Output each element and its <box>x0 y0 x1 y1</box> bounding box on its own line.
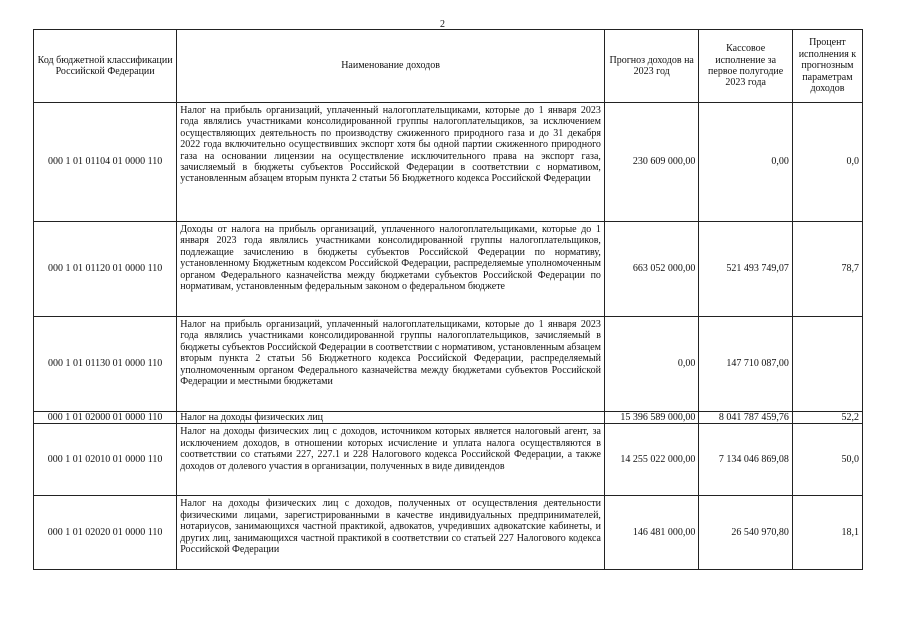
row-name: Налог на доходы физических лиц с доходов, источником которых является налоговый агент, за исключением доходов, в отношении которых исчисление и уплата налога осуществляются в соответствии со статьями 227, 227.1 и 228 Налогового кодекса Российской Федерации, а также доходов от долевого участия в организации, полученных в виде дивидендов <box>177 424 605 496</box>
row-execution: 521 493 749,07 <box>699 222 792 317</box>
row-forecast: 15 396 589 000,00 <box>604 412 698 424</box>
table-row <box>34 222 863 317</box>
header-code: Код бюджетной классификации Российской Федерации <box>34 30 177 103</box>
row-execution: 147 710 087,00 <box>699 317 792 412</box>
row-code: 000 1 01 02000 01 0000 110 <box>34 412 177 424</box>
header-percent: Процент исполнения к прогнозным параметрам доходов <box>792 30 862 103</box>
row-name: Налог на доходы физических лиц <box>177 412 605 424</box>
row-percent <box>792 317 862 412</box>
row-execution: 26 540 970,80 <box>699 496 792 570</box>
header-forecast: Прогноз доходов на 2023 год <box>604 30 698 103</box>
table-header-row <box>34 30 863 103</box>
row-execution: 7 134 046 869,08 <box>699 424 792 496</box>
row-code: 000 1 01 01104 01 0000 110 <box>34 103 177 222</box>
row-execution: 8 041 787 459,76 <box>699 412 792 424</box>
row-code: 000 1 01 01120 01 0000 110 <box>34 222 177 317</box>
row-forecast: 663 052 000,00 <box>604 222 698 317</box>
row-name: Налог на доходы физических лиц с доходов, полученных от осуществления деятельности физическими лицами, зарегистрированными в качестве индивидуальных предпринимателей, нотариусов, занимающихся частной практикой, адвокатов, учредивших адвокатские кабинеты, и других лиц, занимающихся частной практикой в соответствии со статьей 227 Налогового кодекса Российской Федерации <box>177 496 605 570</box>
row-name: Налог на прибыль организаций, уплаченный налогоплательщиками, которые до 1 января 2023 года являлись участниками консолидированной группы налогоплательщиков, за исключением осуществляющих деятельность по производству сжиженного природного газа и до 31 декабря 2022 года включительно осуществивших экспорт хотя бы одной партии сжиженного природного газа на основании лицензии на осуществление исключительного права на экспорт газа, зачисляемый в бюджеты субъектов Российской Федерации в соответствии с нормативом, установленным абзацем вторым пункта 2 статьи 56 Бюджетного кодекса Российской Федерации <box>177 103 605 222</box>
header-name: Наименование доходов <box>177 30 605 103</box>
header-execution: Кассовое исполнение за первое полугодие 2023 года <box>699 30 792 103</box>
table-row <box>34 424 863 496</box>
table-row <box>34 412 863 424</box>
page-number: 2 <box>440 19 445 30</box>
row-forecast: 146 481 000,00 <box>604 496 698 570</box>
row-forecast: 230 609 000,00 <box>604 103 698 222</box>
row-name: Налог на прибыль организаций, уплаченный налогоплательщиками, которые до 1 января 2023 года являлись участниками консолидированной группы налогоплательщиков, зачисляемый в бюджеты субъектов Российской Федерации в соответствии с нормативом, установленным абзацем вторым пункта 2 статьи 56 Бюджетного кодекса Российской Федерации, распределяемый уполномоченным органом Федерального казначейства между бюджетами субъектов Российской Федерации и местными бюджетами <box>177 317 605 412</box>
row-percent: 18,1 <box>792 496 862 570</box>
row-code: 000 1 01 02010 01 0000 110 <box>34 424 177 496</box>
revenue-table <box>33 29 863 570</box>
row-percent: 78,7 <box>792 222 862 317</box>
row-code: 000 1 01 01130 01 0000 110 <box>34 317 177 412</box>
row-percent: 0,0 <box>792 103 862 222</box>
row-code: 000 1 01 02020 01 0000 110 <box>34 496 177 570</box>
row-percent: 52,2 <box>792 412 862 424</box>
row-name: Доходы от налога на прибыль организаций, уплаченного налогоплательщиками, которые до 1 января 2023 года являлись участниками консолидированной группы налогоплательщиков, подлежащие зачислению в бюджеты субъектов Российской Федерации по нормативу, установленному Бюджетным кодексом Российской Федерации, распределяемые уполномоченным органом Федерального казначейства между бюджетами субъектов Российской Федерации по нормативам, установленным федеральным законом о федеральном бюджете <box>177 222 605 317</box>
row-percent: 50,0 <box>792 424 862 496</box>
row-forecast: 14 255 022 000,00 <box>604 424 698 496</box>
table-row <box>34 103 863 222</box>
row-execution: 0,00 <box>699 103 792 222</box>
row-forecast: 0,00 <box>604 317 698 412</box>
table-row <box>34 496 863 570</box>
table-row <box>34 317 863 412</box>
